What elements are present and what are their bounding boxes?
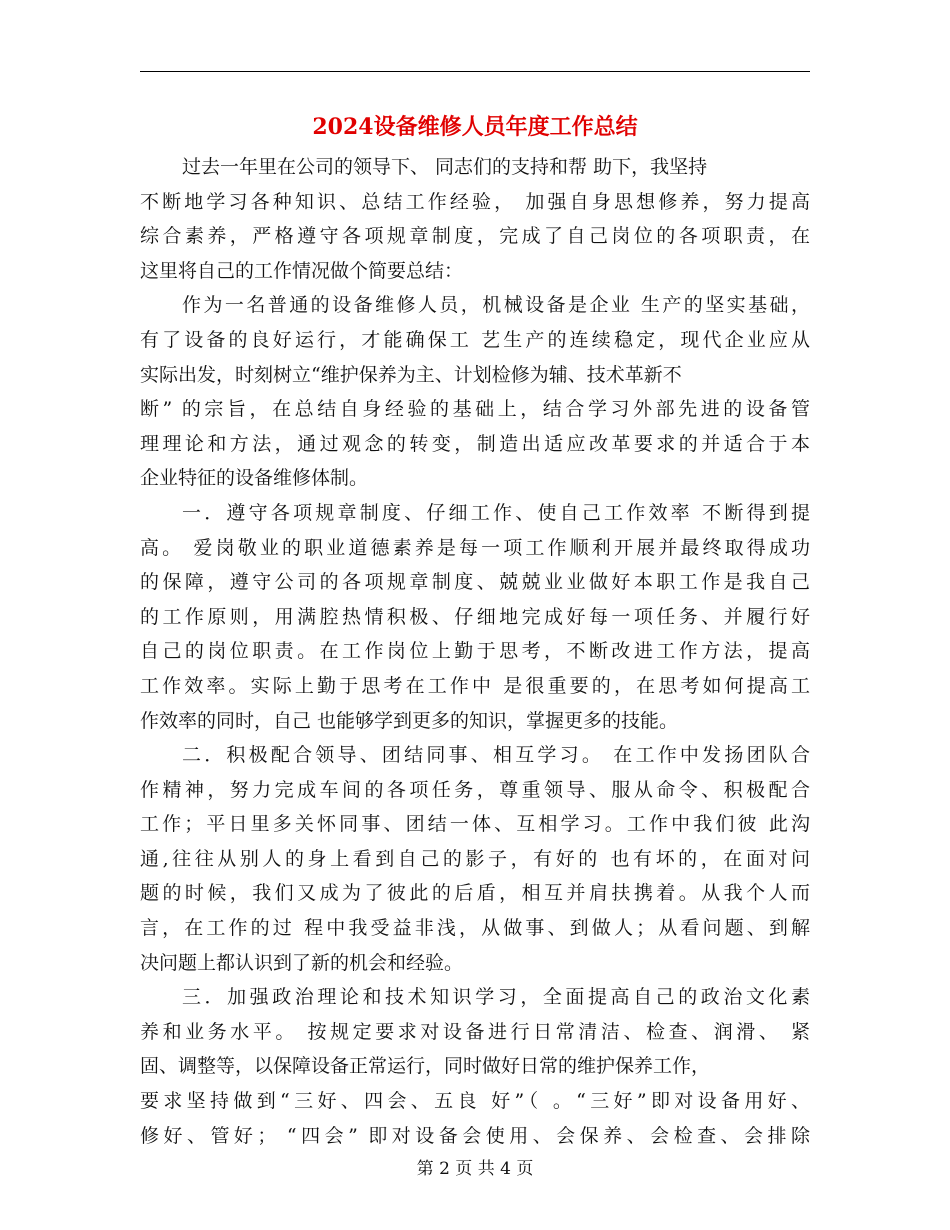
text-line: 理理论和方法，通过观念的转变，制造出适应改革要求的并适合于本 [140, 432, 810, 455]
document-body [140, 150, 810, 1153]
text-line: 的工作原则，用满腔热情积极、仔细地完成好每一项任务、并履行好 [140, 605, 810, 628]
text-line: 实际出发，时刻树立“维护保养为主、计划检修为辅、技术革新不 [140, 363, 682, 386]
text-line: 自己的岗位职责。在工作岗位上勤于思考，不断改进工作方法，提高 [140, 640, 810, 663]
text-line: 综合素养，严格遵守各项规章制度，完成了自己岗位的各项职责，在 [140, 225, 810, 248]
text-line: 有了设备的良好运行，才能确保工 艺生产的连续稳定，现代企业应从 [140, 328, 810, 351]
text-line: 高。 爱岗敬业的职业道德素养是每一项工作顺利开展并最终取得成功 [140, 536, 810, 559]
text-line: 作为一名普通的设备维修人员，机械设备是企业 生产的坚实基础， [182, 294, 810, 317]
page-footer: 第 2 页 共 4 页 [416, 1159, 534, 1179]
text-line: 工作；平日里多关怀同事、团结一体、互相学习。工作中我们彼 此沟 [140, 813, 810, 836]
text-line: 要求坚持做到“三好、四会、五良 好”（ 。“三好”即对设备用好、 [140, 1090, 810, 1113]
text-line: 的保障，遵守公司的各项规章制度、兢兢业业做好本职工作是我自己 [140, 571, 810, 594]
text-line: 修好、管好； “四会” 即对设备会使用、会保养、会检查、会排除 [140, 1124, 810, 1147]
header-rule [140, 71, 810, 72]
text-line: 二．积极配合领导、团结同事、相互学习。 在工作中发扬团队合 [182, 744, 810, 767]
text-line: 断” 的宗旨，在总结自身经验的基础上，结合学习外部先进的设备管 [140, 398, 810, 421]
text-line: 养和业务水平。 按规定要求对设备进行日常清洁、检查、润滑、 紧 [140, 1020, 810, 1043]
text-line: 作效率的同时，自己 也能够学到更多的知识，掌握更多的技能。 [140, 709, 679, 732]
text-line: 作精神，努力完成车间的各项任务，尊重领导、服从命令、积极配合 [140, 778, 810, 801]
document-title: 2024设备维修人员年度工作总结 [312, 114, 638, 140]
text-line: 这里将自己的工作情况做个简要总结： [140, 259, 464, 282]
text-line: 题的时候，我们又成为了彼此的后盾，相互并肩扶携着。从我个人而 [140, 882, 810, 905]
text-line: 决问题上都认识到了新的机会和经验。 [140, 951, 464, 974]
text-line: 不断地学习各种知识、总结工作经验， 加强自身思想修养，努力提高 [140, 190, 810, 213]
text-line: 工作效率。实际上勤于思考在工作中 是很重要的，在思考如何提高工 [140, 674, 810, 697]
text-line: 过去一年里在公司的领导下、 同志们的支持和帮 助下，我坚持 [182, 156, 708, 178]
text-line: 三．加强政治理论和技术知识学习，全面提高自己的政治文化素 [182, 986, 810, 1009]
text-line: 一．遵守各项规章制度、仔细工作、使自己工作效率 不断得到提 [182, 501, 810, 524]
text-line: 固、调整等，以保障设备正常运行，同时做好日常的维护保养工作， [140, 1055, 711, 1078]
text-line: 言，在工作的过 程中我受益非浅，从做事、到做人；从看问题、到解 [140, 917, 810, 940]
text-line: 企业特征的设备维修体制。 [140, 467, 369, 490]
text-line: 通,往往从别人的身上看到自己的影子，有好的 也有坏的，在面对问 [140, 847, 810, 870]
